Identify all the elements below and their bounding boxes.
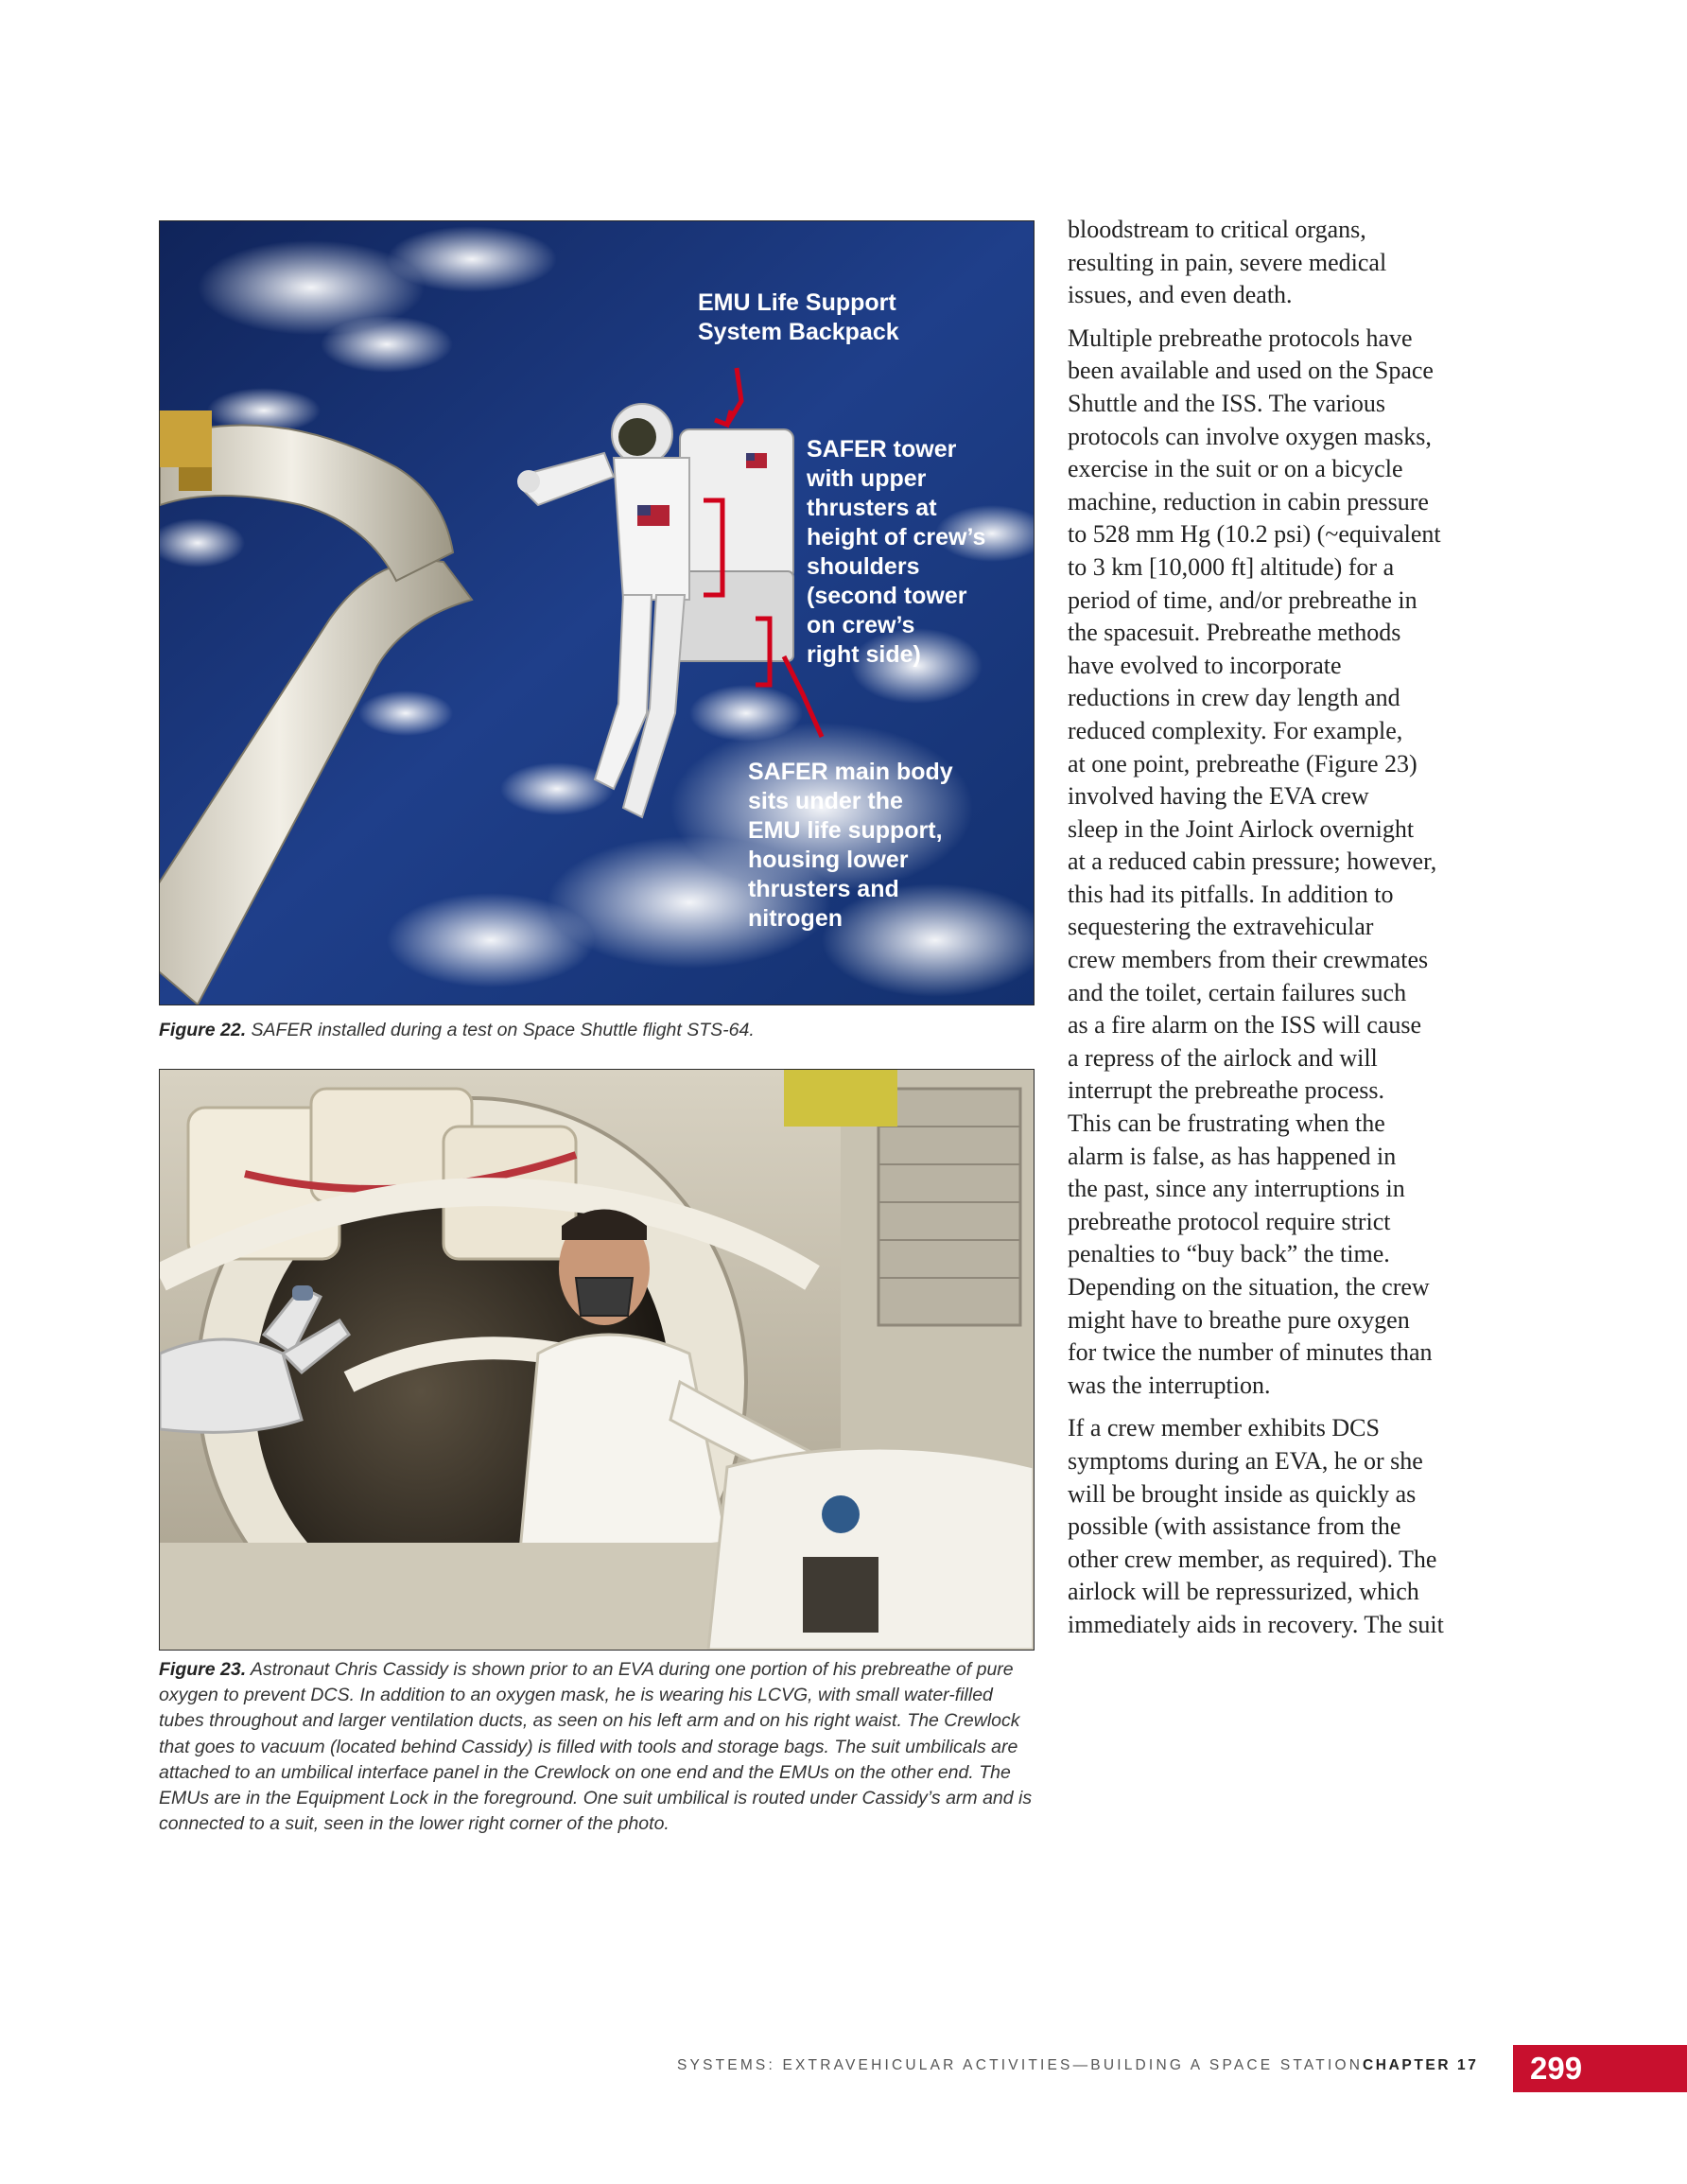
text-line: prebreathe protocol require strict bbox=[1068, 1207, 1391, 1235]
text-line: and the toilet, certain failures such bbox=[1068, 978, 1407, 1006]
text-line: involved having the EVA crew bbox=[1068, 782, 1369, 811]
text-line: This can be frustrating when the bbox=[1068, 1109, 1385, 1138]
text-line: If a crew member exhibits DCS bbox=[1068, 1414, 1380, 1442]
text-line: protocols can involve oxygen masks, bbox=[1068, 422, 1432, 450]
text-line: resulting in pain, severe medical bbox=[1068, 248, 1387, 276]
text-line: for twice the number of minutes than bbox=[1068, 1338, 1433, 1367]
figure-22-photo bbox=[159, 220, 1035, 1005]
text-line: airlock will be repressurized, which bbox=[1068, 1578, 1419, 1606]
text-line: might have to breathe pure oxygen bbox=[1068, 1305, 1410, 1334]
text-line: as a fire alarm on the ISS will cause bbox=[1068, 1011, 1421, 1040]
text-line: a repress of the airlock and will bbox=[1068, 1043, 1378, 1072]
text-line: reductions in crew day length and bbox=[1068, 684, 1400, 712]
text-line: bloodstream to critical organs, bbox=[1068, 216, 1366, 243]
text-line: the spacesuit. Prebreathe methods bbox=[1068, 619, 1401, 647]
text-line: interrupt the prebreathe process. bbox=[1068, 1076, 1384, 1105]
text-line: other crew member, as required). The bbox=[1068, 1545, 1437, 1573]
text-line: possible (with assistance from the bbox=[1068, 1512, 1401, 1541]
text-line: Multiple prebreathe protocols have bbox=[1068, 323, 1413, 352]
airlock-photo-illustration bbox=[160, 1070, 1034, 1650]
figure-23-caption-text: Astronaut Chris Cassidy is shown prior to an EVA during one portion of his prebreathe of pure oxygen to prevent DCS. In addition to an oxygen mask, he is wearing his LCVG, with small water-filled tubes throughout and larger ventilation ducts, as seen on his left arm and on his right waist. The Crewlock that goes to vacuum (located behind Cassidy) is filled with tools and storage bags. The suit umbilicals are attached to an umbilical interface panel in the Crewlock on one end and the EMUs on the other end. The EMUs are in the Equipment Lock in the foreground. One suit umbilical is routed under Cassidy’s arm and is connected to a suit, seen in the lower right corner of the photo. bbox=[159, 1659, 1033, 1835]
text-line: was the interruption. bbox=[1068, 1371, 1271, 1399]
figure-23-caption bbox=[159, 1657, 1038, 1837]
figure-23-label: Figure 23. bbox=[159, 1659, 247, 1680]
text-line: been available and used on the Space bbox=[1068, 357, 1434, 385]
text-line: reduced complexity. For example, bbox=[1068, 716, 1403, 744]
text-line: this had its pitfalls. In addition to bbox=[1068, 880, 1394, 908]
text-line: issues, and even death. bbox=[1068, 281, 1293, 309]
text-line: sleep in the Joint Airlock overnight bbox=[1068, 814, 1415, 843]
text-line: will be brought inside as quickly as bbox=[1068, 1479, 1417, 1508]
text-line: have evolved to incorporate bbox=[1068, 651, 1342, 679]
text-line: Depending on the situation, the crew bbox=[1068, 1273, 1430, 1301]
figure-23-photo bbox=[159, 1069, 1035, 1651]
text-line: symptoms during an EVA, he or she bbox=[1068, 1446, 1423, 1475]
chapter-label: CHAPTER 17 bbox=[1363, 2057, 1479, 2073]
text-line: machine, reduction in cabin pressure bbox=[1068, 487, 1429, 515]
figure-22-caption bbox=[159, 1018, 1035, 1042]
text-line: Shuttle and the ISS. The various bbox=[1068, 389, 1386, 417]
text-line: at one point, prebreathe (Figure 23) bbox=[1068, 749, 1417, 778]
text-line: alarm is false, as has happened in bbox=[1068, 1142, 1397, 1170]
text-line: exercise in the suit or on a bicycle bbox=[1068, 455, 1403, 483]
text-line: to 528 mm Hg (10.2 psi) (~equivalent bbox=[1068, 520, 1441, 549]
running-footer: SYSTEMS: EXTRAVEHICULAR ACTIVITIES—BUILDING A SPACE STATION bbox=[677, 2057, 1364, 2073]
text-line: penalties to “buy back” the time. bbox=[1068, 1240, 1390, 1268]
callout-safer-tower: SAFER tower with upper thrusters at height of crew’s shoulders (second tower on crew’s right side) bbox=[807, 436, 986, 668]
callout-backpack: EMU Life Support System Backpack bbox=[698, 289, 899, 345]
text-line: immediately aids in recovery. The suit bbox=[1068, 1610, 1444, 1638]
figure-22-caption-text: SAFER installed during a test on Space Shuttle flight STS-64. bbox=[251, 1020, 755, 1040]
text-line: crew members from their crewmates bbox=[1068, 946, 1429, 974]
text-line: period of time, and/or prebreathe in bbox=[1068, 585, 1417, 614]
text-line: to 3 km [10,000 ft] altitude) for a bbox=[1068, 552, 1395, 581]
paragraph-3 bbox=[1068, 1412, 1503, 1641]
text-line: at a reduced cabin pressure; however, bbox=[1068, 847, 1437, 876]
page-number-tab bbox=[1513, 2045, 1687, 2092]
paragraph-2 bbox=[1068, 323, 1503, 1403]
body-text-column bbox=[1068, 214, 1503, 1652]
figure-22-label: Figure 22. bbox=[159, 1020, 247, 1040]
paragraph-1 bbox=[1068, 214, 1503, 312]
text-line: sequestering the extravehicular bbox=[1068, 913, 1374, 941]
callout-safer-main-body: SAFER main body sits under the EMU life support, housing lower thrusters and nitrogen bbox=[748, 759, 953, 932]
text-line: the past, since any interruptions in bbox=[1068, 1175, 1405, 1203]
page-number: 299 bbox=[1530, 2051, 1583, 2086]
